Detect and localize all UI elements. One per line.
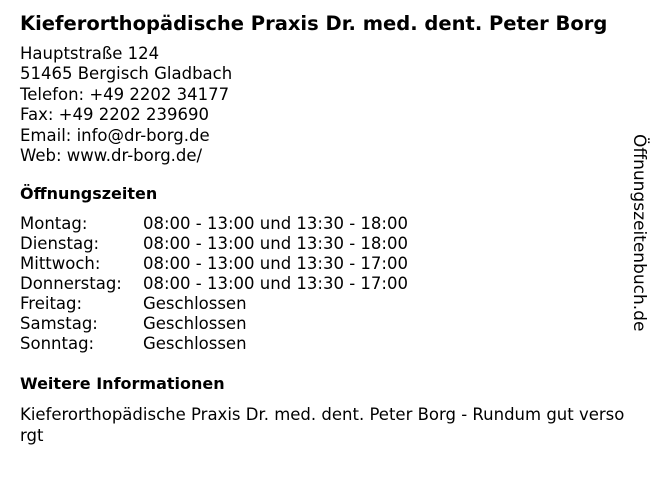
contact-block [20,44,232,166]
hours-times: Geschlossen [143,334,247,353]
contact-web: Web: www.dr-borg.de/ [20,146,203,166]
contact-phone: Telefon: +49 2202 34177 [20,84,230,104]
more-info-heading: Weitere Informationen [20,374,225,393]
hours-row [20,214,408,234]
hours-day: Montag: [20,214,88,233]
hours-times: 08:00 - 13:00 und 13:30 - 18:00 [143,234,408,253]
hours-day: Samstag: [20,314,98,333]
hours-times: 08:00 - 13:00 und 13:30 - 17:00 [143,274,408,293]
hours-day: Dienstag: [20,234,100,253]
hours-row [20,254,408,274]
hours-row [20,234,408,254]
opening-hours-table [20,214,408,354]
hours-row [20,314,408,334]
hours-times: 08:00 - 13:00 und 13:30 - 17:00 [143,254,408,273]
hours-times: 08:00 - 13:00 und 13:30 - 18:00 [143,214,408,233]
hours-row [20,334,408,354]
hours-day: Freitag: [20,294,83,313]
hours-day: Sonntag: [20,334,95,353]
hours-times: Geschlossen [143,294,247,313]
source-watermark: Öffnungszeitenbuch.de [629,134,649,332]
hours-day: Donnerstag: [20,274,122,293]
contact-street: Hauptstraße 124 [20,44,160,63]
more-info-text: Kieferorthopädische Praxis Dr. med. dent. Peter Borg - Rundum gut versorgt [20,405,625,445]
contact-email: Email: info@dr-borg.de [20,125,210,145]
hours-row [20,274,408,294]
hours-times: Geschlossen [143,314,247,333]
contact-fax: Fax: +49 2202 239690 [20,105,209,125]
hours-day: Mittwoch: [20,254,101,273]
practice-name: Kieferorthopädische Praxis Dr. med. dent. Peter Borg [20,12,608,35]
opening-hours-heading: Öffnungszeiten [20,184,158,203]
contact-city: 51465 Bergisch Gladbach [20,64,233,84]
hours-row [20,294,408,314]
